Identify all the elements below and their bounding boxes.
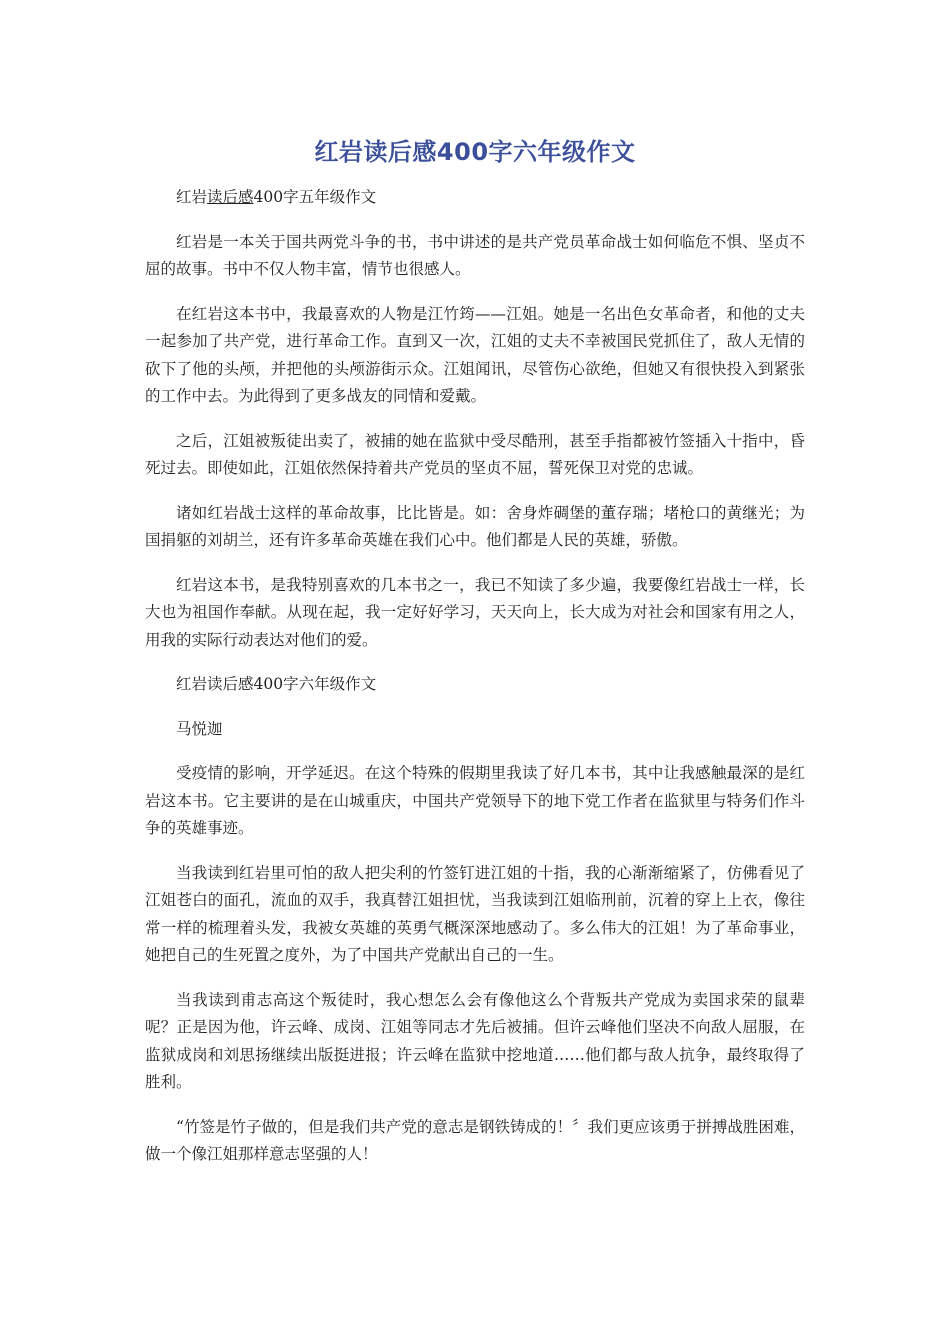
paragraph-subtitle-2: 红岩读后感400字六年级作文	[176, 675, 377, 693]
author-name: 马悦迦	[176, 719, 223, 738]
paragraph: 受疫情的影响，开学延迟。在这个特殊的假期里我读了好几本书，其中让我感触最深的是红岩这本书。它主要讲的是在山城重庆，中国共产党领导下的地下党工作者在监狱里与特务们作斗争的英雄事迹。	[145, 764, 805, 837]
paragraph: 当我读到红岩里可怕的敌人把尖利的竹签钉进江姐的十指，我的心渐渐缩紧了，仿佛看见了江姐苍白的面孔，流血的双手，我真替江姐担忧，当我读到江姐临刑前，沉着的穿上上衣，像往常一样的梳理着头发，我被女英雄的英勇气概深深地感动了。多么伟大的江姐！为了革命事业，她把自己的生死置之度外，为了中国共产党献出自己的一生。	[145, 863, 805, 964]
paragraph: 在红岩这本书中，我最喜欢的人物是江竹筠——江姐。她是一名出色女革命者，和他的丈夫一起参加了共产党，进行革命工作。直到又一次，江姐的丈夫不幸被国民党抓住了，敌人无情的砍下了他的头颅，并把他的头颅游街示众。江姐闻讯，尽管伤心欲绝，但她又有很快投入到紧张的工作中去。为此得到了更多战友的同情和爱戴。	[145, 304, 805, 405]
paragraph: 红岩是一本关于国共两党斗争的书，书中讲述的是共产党员革命战士如何临危不惧、坚贞不屈的故事。书中不仅人物丰富，情节也很感人。	[145, 232, 805, 278]
paragraph: 诸如红岩战士这样的革命故事，比比皆是。如：舍身炸碉堡的董存瑞；堵枪口的黄继光；为国捐躯的刘胡兰，还有许多革命英雄在我们心中。他们都是人民的英雄，骄傲。	[145, 503, 805, 549]
paragraph: 当我读到甫志高这个叛徒时，我心想怎么会有像他这么个背叛共产党成为卖国求荣的鼠辈呢？正是因为他，许云峰、成岗、江姐等同志才先后被捕。但许云峰他们坚决不向敌人屈服，在监狱成岗和刘思扬继续出版挺进报；许云峰在监狱中挖地道……他们都与敌人抗争，最终取得了胜利。	[145, 990, 805, 1091]
paragraph: 红岩这本书，是我特别喜欢的几本书之一，我已不知读了多少遍，我要像红岩战士一样，长大也为祖国作奉献。从现在起，我一定好好学习，天天向上，长大成为对社会和国家有用之人，用我的实际行动表达对他们的爱。	[145, 575, 805, 649]
document-title: 红岩读后感400字六年级作文	[314, 138, 636, 166]
paragraph-subtitle-1: 红岩读后感400字五年级作文	[176, 188, 377, 206]
document-body	[145, 184, 805, 1186]
paragraph: “竹签是竹子做的，但是我们共产党的意志是钢铁铸成的！〞我们更应该勇于拼搏战胜困难，做一个像江姐那样意志坚强的人！	[145, 1117, 805, 1163]
paragraph: 之后，江姐被叛徒出卖了，被捕的她在监狱中受尽酷刑，甚至手指都被竹签插入十指中，昏死过去。即使如此，江姐依然保持着共产党员的坚贞不屈，誓死保卫对党的忠诚。	[145, 431, 805, 477]
